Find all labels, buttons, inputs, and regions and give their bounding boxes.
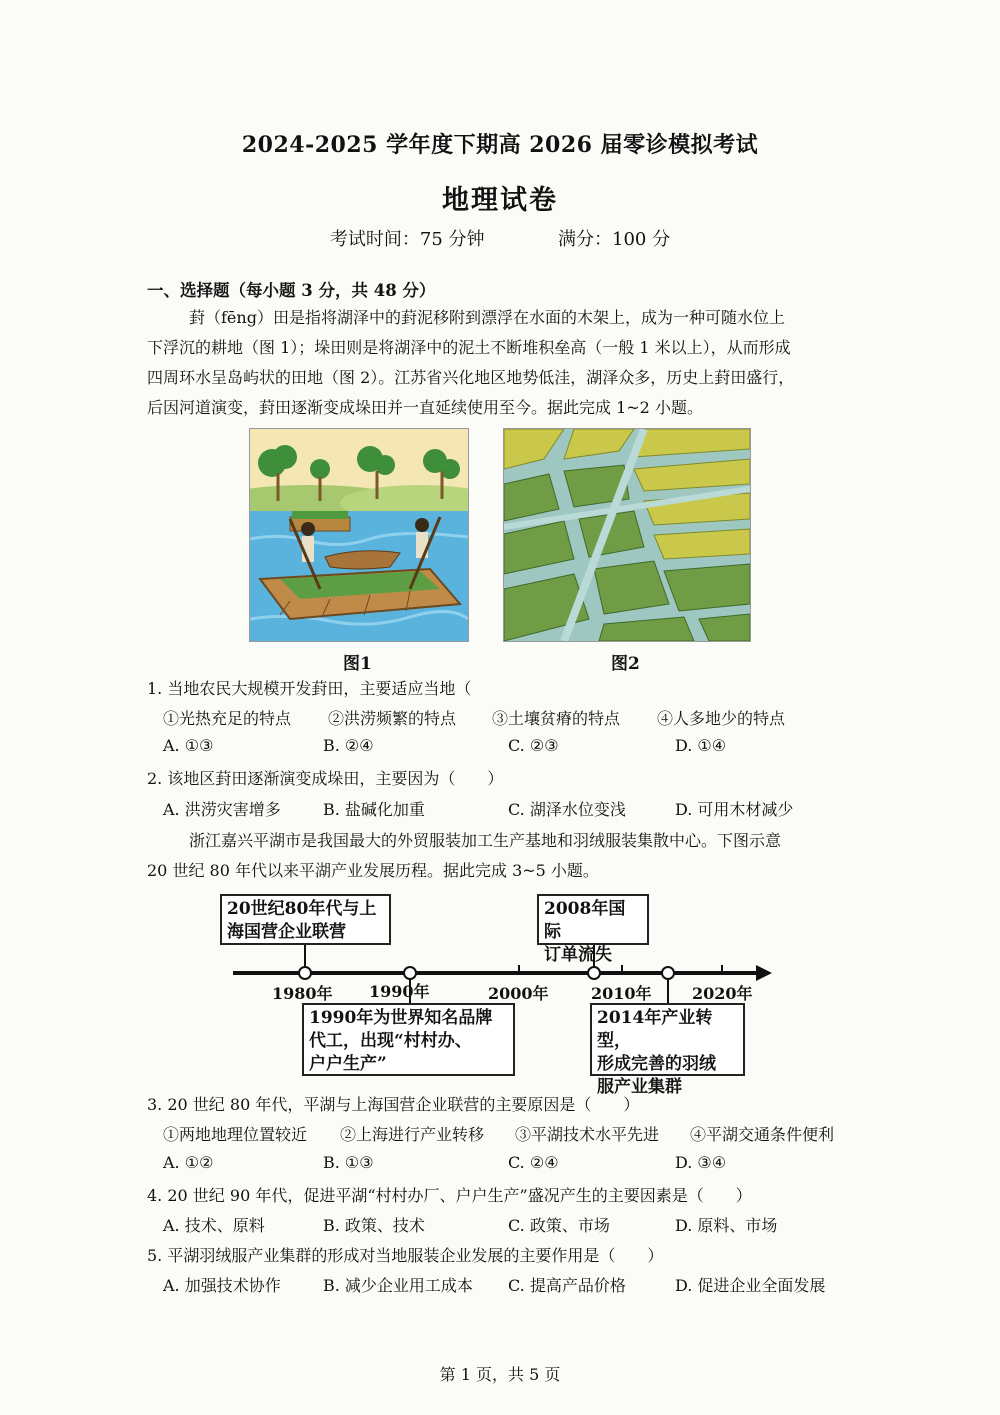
timeline-box-line: 服产业集群 — [597, 1077, 682, 1097]
q3-option-b: B. ①③ — [323, 1153, 374, 1172]
q1-item: ④人多地少的特点 — [657, 709, 786, 728]
question-2-stem: 2. 该地区葑田逐渐演变成垛田，主要因为（ ） — [147, 769, 504, 788]
q2-option-d: D. 可用木材减少 — [675, 800, 794, 819]
exam-info — [0, 225, 1000, 251]
question-3-stem: 3. 20 世纪 80 年代，平湖与上海国营企业联营的主要原因是（ ） — [147, 1095, 640, 1114]
q1-item: ③土壤贫瘠的特点 — [492, 709, 621, 728]
q5-option-a: A. 加强技术协作 — [163, 1276, 281, 1295]
page-number: 第 1 页，共 5 页 — [439, 1365, 561, 1384]
q4-option-d: D. 原料、市场 — [675, 1216, 778, 1235]
q1-option-a: A. ①③ — [163, 736, 214, 755]
q3-option-a: A. ①② — [163, 1153, 214, 1172]
q5-option-d: D. 促进企业全面发展 — [675, 1276, 826, 1295]
q2-option-b: B. 盐碱化加重 — [323, 800, 425, 819]
q3-option-d: D. ③④ — [675, 1153, 727, 1172]
q4-option-a: A. 技术、原料 — [163, 1216, 265, 1235]
q5-option-b: B. 减少企业用工成本 — [323, 1276, 473, 1295]
timeline-box-line: 20世纪80年代与上 — [227, 899, 377, 919]
timeline-box-line: 户户生产” — [309, 1054, 387, 1074]
q3-item: ①两地地理位置较近 — [163, 1125, 308, 1144]
timeline-box-line: 海国营企业联营 — [227, 922, 346, 942]
full-score: 满分：100 分 — [558, 229, 671, 250]
q3-item: ③平湖技术水平先进 — [515, 1125, 660, 1144]
timeline-box-line: 2014年产业转型， — [597, 1008, 713, 1051]
subject-title: 地理试卷 — [442, 185, 558, 216]
passage-1 — [147, 303, 857, 423]
question-4-stem: 4. 20 世纪 90 年代，促进平湖“村村办厂、户户生产”盛况产生的主要因素是（ ） — [147, 1186, 752, 1205]
q3-item: ②上海进行产业转移 — [340, 1125, 485, 1144]
q2-option-a: A. 洪涝灾害增多 — [163, 800, 281, 819]
timeline-box-line: 订单流失 — [544, 945, 612, 965]
q1-option-b: B. ②④ — [323, 736, 374, 755]
tick-2010: 2010年 — [591, 984, 652, 1003]
exam-title: 2024-2025 学年度下期高 2026 届零诊模拟考试 — [241, 132, 759, 158]
figure-2-caption: 图2 — [611, 654, 640, 674]
timeline-box-line: 1990年为世界知名品牌 — [309, 1008, 493, 1028]
q5-option-c: C. 提高产品价格 — [508, 1276, 626, 1295]
timeline-box-1980s — [220, 894, 391, 945]
timeline-box-line: 2008年国际 — [544, 899, 626, 942]
q1-item: ②洪涝频繁的特点 — [328, 709, 457, 728]
timeline-box-2008 — [537, 894, 649, 965]
industry-timeline — [0, 885, 1000, 1097]
figure-2-image — [503, 428, 751, 642]
exam-time: 考试时间：75 分钟 — [329, 229, 485, 250]
tick-2000: 2000年 — [488, 984, 549, 1003]
q2-option-c: C. 湖泽水位变浅 — [508, 800, 626, 819]
tick-2020: 2020年 — [692, 984, 753, 1003]
q1-option-d: D. ①④ — [675, 736, 727, 755]
passage-line: 葑（fēng）田是指将湖泽中的葑泥移附到漂浮在水面的木架上，成为一种可随水位上 — [189, 308, 785, 327]
q4-option-c: C. 政策、市场 — [508, 1216, 610, 1235]
passage-2 — [147, 826, 857, 886]
figure-1-image — [249, 428, 469, 642]
section-heading: 一、选择题（每小题 3 分，共 48 分） — [147, 281, 436, 300]
q4-option-b: B. 政策、技术 — [323, 1216, 425, 1235]
q1-item: ①光热充足的特点 — [163, 709, 292, 728]
q3-option-c: C. ②④ — [508, 1153, 559, 1172]
timeline-box-line: 形成完善的羽绒 — [597, 1054, 716, 1074]
question-5-stem: 5. 平湖羽绒服产业集群的形成对当地服装企业发展的主要作用是（ ） — [147, 1246, 664, 1265]
timeline-box-1990 — [302, 1003, 515, 1076]
tick-1980: 1980年 — [272, 984, 333, 1003]
passage-line: 四周环水呈岛屿状的田地（图 2）。江苏省兴化地区地势低洼，湖泽众多，历史上葑田盛行， — [147, 368, 795, 387]
timeline-box-2014 — [590, 1003, 745, 1097]
q3-item: ④平湖交通条件便利 — [690, 1125, 835, 1144]
timeline-box-line: 代工，出现“村村办、 — [309, 1031, 472, 1051]
question-1-stem: 1. 当地农民大规模开发葑田，主要适应当地（ — [147, 679, 472, 698]
figure-1-caption: 图1 — [343, 654, 372, 674]
passage-line: 浙江嘉兴平湖市是我国最大的外贸服装加工生产基地和羽绒服装集散中心。下图示意 — [189, 831, 782, 850]
tick-1990: 1990年 — [369, 982, 430, 1001]
q1-option-c: C. ②③ — [508, 736, 559, 755]
passage-line: 下浮沉的耕地（图 1）；垛田则是将湖泽中的泥土不断堆积垒高（一般 1 米以上），从而形成 — [147, 338, 791, 357]
passage-line: 20 世纪 80 年代以来平湖产业发展历程。据此完成 3~5 小题。 — [147, 861, 599, 880]
passage-line: 后因河道演变，葑田逐渐变成垛田并一直延续使用至今。据此完成 1~2 小题。 — [147, 398, 703, 417]
